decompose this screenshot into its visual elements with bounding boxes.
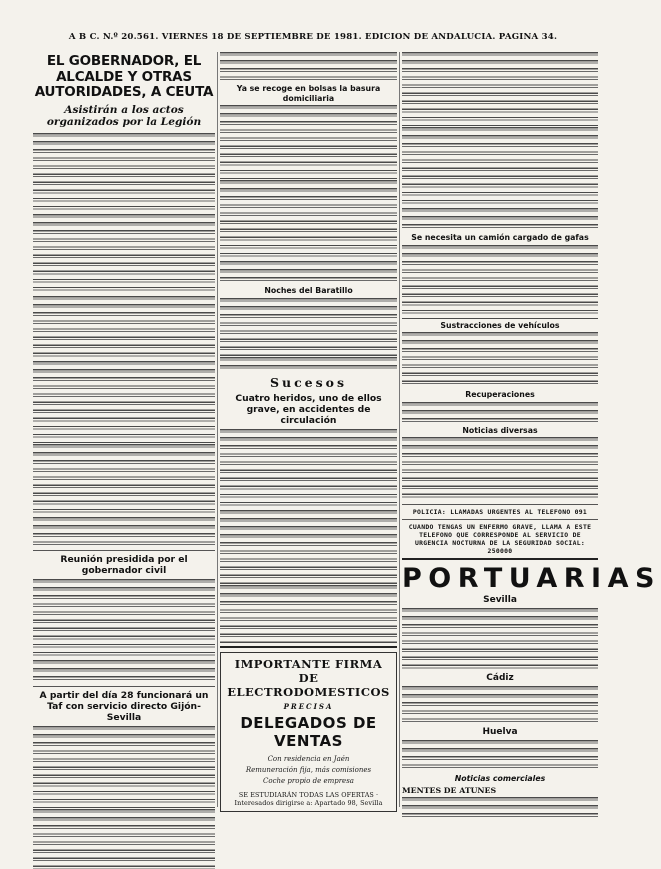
article-body <box>33 296 215 360</box>
port-huelva: Huelva <box>482 727 518 737</box>
article-body <box>402 332 598 388</box>
classified-ad <box>220 652 397 812</box>
article-body <box>220 105 397 179</box>
article-body <box>402 608 598 672</box>
page-header: A B C. N.º 20.561. VIERNES 18 DE SEPTIEMBRE DE 1981. EDICION DE ANDALUCIA. PAGINA 34. <box>68 32 558 42</box>
article-body <box>402 402 598 424</box>
article-headline: Cuatro heridos, uno de ellos grave, en accidentes de circulación <box>235 392 382 426</box>
main-subheadline: Asistirán a los actos organizados por la Legión <box>46 103 202 128</box>
ad-line: Con residencia en Jaén <box>267 754 350 763</box>
article-body <box>33 444 215 516</box>
article-body <box>33 361 215 443</box>
urgency-notice: CUANDO TENGAS UN ENFERMO GRAVE, LLAMA A ESTE TELEFONO QUE CORRESPONDE AL SERVICIO DE URGENCIA NOCTURNA DE LA SEGURIDAD SOCIAL: 250000 <box>408 523 592 555</box>
ad-footer: SE ESTUDIARÁN TODAS LAS OFERTAS · Interesados dirigirse a: Apartado 98, Sevilla <box>234 790 383 807</box>
article-body <box>220 357 397 373</box>
column-2 <box>220 52 397 812</box>
article-body <box>402 437 598 501</box>
article-body <box>402 127 598 231</box>
portuarias-title: PORTUARIAS <box>402 563 661 594</box>
mentes-heading: MENTES DE ATUNES <box>402 785 497 795</box>
article-body <box>220 180 397 284</box>
ad-line: Remuneración fija, más comisiones <box>245 765 372 774</box>
article-headline: Reunión presidida por el gobernador civil <box>60 553 188 576</box>
article-body <box>220 52 397 82</box>
article-body <box>33 726 215 808</box>
article-headline: Ya se recoge en bolsas la basura domiciliaria <box>236 84 381 103</box>
article-headline: Recuperaciones <box>465 390 535 399</box>
ad-title: IMPORTANTE FIRMA DE ELECTRODOMESTICOS <box>227 656 390 699</box>
article-headline: Sustracciones de vehículos <box>440 320 560 330</box>
article-headline: A partir del día 28 funcionará un Taf con servicio directo Gijón-Sevilla <box>39 689 209 723</box>
column-divider <box>399 52 400 807</box>
ad-main-heading: DELEGADOS DE VENTAS <box>240 713 377 750</box>
police-notice: POLICIA: LLAMADAS URGENTES AL TELEFONO 091 <box>412 508 588 516</box>
commercial-news-heading: Noticias comerciales <box>454 774 546 783</box>
column-divider <box>217 52 218 807</box>
section-title: Sucesos <box>269 374 348 390</box>
article-body <box>402 245 598 319</box>
article-body <box>33 133 215 295</box>
article-headline: Noticias diversas <box>462 425 538 435</box>
article-body <box>220 298 397 356</box>
article-body <box>220 526 397 584</box>
column-3 <box>402 52 661 812</box>
rule <box>33 686 215 687</box>
rule <box>402 558 598 560</box>
article-body <box>402 797 598 817</box>
article-body <box>220 429 397 525</box>
article-body <box>220 585 397 643</box>
port-cadiz: Cádiz <box>486 673 514 683</box>
article-body <box>33 809 215 869</box>
article-body <box>33 517 215 547</box>
rule <box>402 504 598 505</box>
article-body <box>33 579 215 683</box>
article-body <box>402 52 598 126</box>
article-headline: Noches del Baratillo <box>264 286 353 295</box>
rule <box>33 550 215 551</box>
ad-line: Coche propio de empresa <box>263 776 354 785</box>
article-body <box>402 686 598 726</box>
ad-precisa: PRECISA <box>283 701 334 711</box>
column-1 <box>33 52 215 812</box>
port-sevilla: Sevilla <box>483 595 517 605</box>
article-headline: Se necesita un camión cargado de gafas <box>411 233 589 242</box>
main-headline: EL GOBERNADOR, EL ALCALDE Y OTRAS AUTORIDADES, A CEUTA <box>34 53 214 100</box>
rule <box>402 519 598 520</box>
article-body <box>402 740 598 772</box>
rule <box>220 646 397 648</box>
